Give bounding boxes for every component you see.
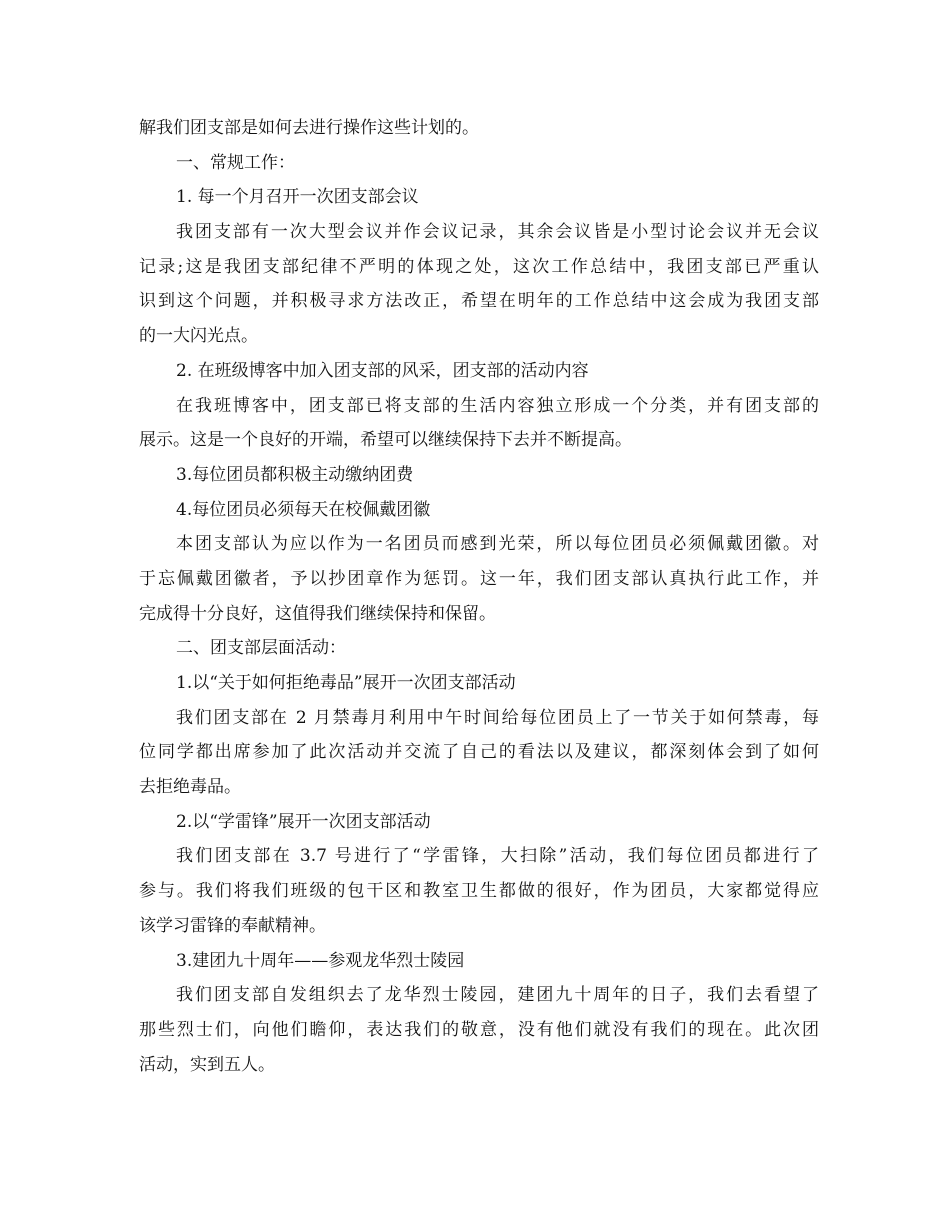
text-line: 识到这个问题，并积极寻求方法改正，希望在明年的工作总结中这会成为我团支部: [139, 291, 819, 312]
text-line: 3.每位团员都积极主动缴纳团费: [176, 464, 414, 485]
text-line: 2. 在班级博客中加入团支部的风采，团支部的活动内容: [176, 360, 589, 381]
text-line: 3.建团九十周年——参观龙华烈士陵园: [176, 950, 465, 971]
text-line: 去拒绝毒品。: [139, 777, 241, 798]
text-line: 我们团支部在 3.7 号进行了“学雷锋，大扫除”活动，我们每位团员都进行了: [176, 846, 819, 867]
text-line: 该学习雷锋的奉献精神。: [139, 915, 326, 936]
text-line: 4.每位团员必须每天在校佩戴团徽: [176, 499, 431, 520]
document-body: [139, 111, 819, 1082]
text-line: 一、常规工作：: [176, 152, 295, 173]
text-line: 活动，实到五人。: [139, 1054, 275, 1075]
text-line: 那些烈士们，向他们瞻仰，表达我们的敬意，没有他们就没有我们的现在。此次团: [139, 1019, 819, 1040]
text-line: 于忘佩戴团徽者，予以抄团章作为惩罚。这一年，我们团支部认真执行此工作，并: [139, 568, 819, 589]
text-line: 1. 每一个月召开一次团支部会议: [176, 187, 419, 208]
text-line: 位同学都出席参加了此次活动并交流了自己的看法以及建议，都深刻体会到了如何: [139, 742, 819, 763]
text-line: 解我们团支部是如何去进行操作这些计划的。: [139, 118, 479, 138]
text-line: 我团支部有一次大型会议并作会议记录，其余会议皆是小型讨论会议并无会议: [176, 222, 819, 243]
text-line: 记录;这是我团支部纪律不严明的体现之处，这次工作总结中，我团支部已严重认: [139, 256, 819, 277]
text-line: 1.以“关于如何拒绝毒品”展开一次团支部活动: [176, 673, 516, 693]
text-line: 在我班博客中，团支部已将支部的生活内容独立形成一个分类，并有团支部的: [176, 395, 819, 416]
text-line: 的一大闪光点。: [139, 326, 258, 347]
text-line: 本团支部认为应以作为一名团员而感到光荣，所以每位团员必须佩戴团徽。对: [176, 534, 819, 555]
text-line: 展示。这是一个良好的开端，希望可以继续保持下去并不断提高。: [139, 430, 632, 451]
text-line: 2.以“学雷锋”展开一次团支部活动: [176, 811, 431, 832]
text-line: 我们团支部自发组织去了龙华烈士陵园，建团九十周年的日子，我们去看望了: [176, 985, 819, 1006]
text-line: 完成得十分良好，这值得我们继续保持和保留。: [139, 603, 496, 624]
text-line: 参与。我们将我们班级的包干区和教室卫生都做的很好，作为团员，大家都觉得应: [139, 881, 819, 902]
text-line: 我们团支部在 2 月禁毒月利用中午时间给每位团员上了一节关于如何禁毒，每: [176, 707, 819, 728]
text-line: 二、团支部层面活动：: [176, 638, 346, 659]
